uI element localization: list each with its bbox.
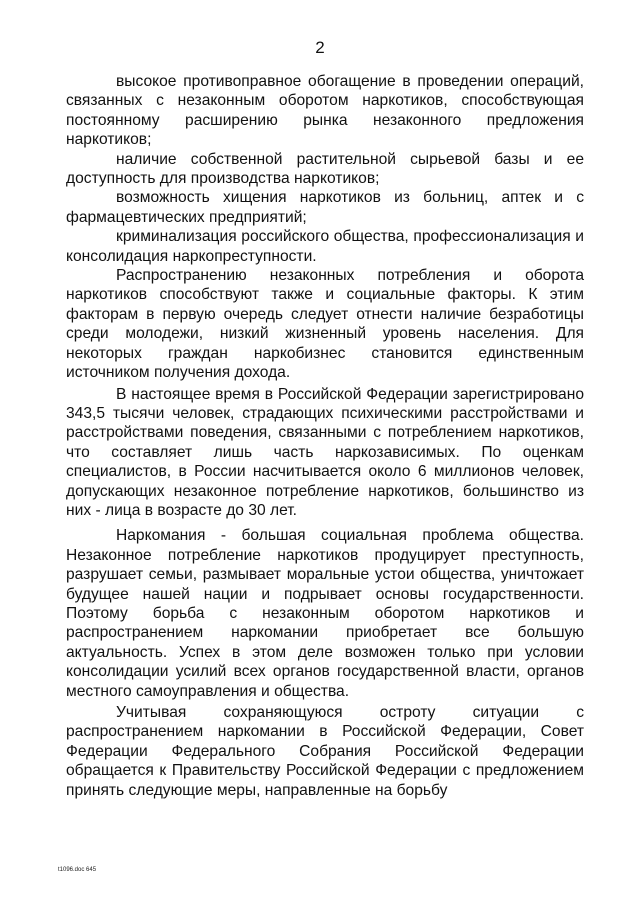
paragraph-federation-council-appeal: Учитывая сохраняющуюся остроту ситуации с распространением наркомании в Российской Федерации, Совет Федерации Федерального Собрания Российской Федерации обращается к Правительству Российской Федерации с предложением принять следующие меры, направленные на борьбу bbox=[66, 704, 584, 799]
document-file-reference: t1096.doc 645 bbox=[58, 867, 97, 873]
paragraph-registered-statistics: В настоящее время в Российской Федерации зарегистрировано 343,5 тысячи человек, страдающих психическими расстройствами и расстройствами поведения, связанными с потреблением наркотиков, что составляет лишь часть наркозависимых. По оценкам специалистов, в России насчитывается около 6 миллионов человек, допускающих незаконное потребление наркотиков, большинство из них - лица в возрасте до 30 лет. bbox=[66, 385, 584, 519]
paragraph-criminalization: криминализация российского общества, профессионализация и консолидация наркопреступности. bbox=[66, 228, 584, 265]
paragraph-raw-material-base: наличие собственной растительной сырьевой базы и ее доступность для производства наркотиков; bbox=[66, 150, 584, 188]
paragraph-drug-addiction-problem: Наркомания - большая социальная проблема общества. Незаконное потребление наркотиков продуцирует преступность, разрушает семьи, размывает моральные устои общества, уничтожает будущее нашей нации и подрывает основы государственности. Поэтому борьба с незаконным оборотом наркотиков и распространением наркомании приобретает все большую актуальность. Успех в этом деле возможен только при условии консолидации усилий всех органов государственной власти, органов местного самоуправления и общества. bbox=[66, 527, 584, 700]
paragraph-theft-possibility: возможность хищения наркотиков из больниц, аптек и с фармацевтических предприятий; bbox=[66, 189, 584, 226]
document-body bbox=[66, 72, 584, 800]
paragraph-social-factors: Распространению незаконных потребления и оборота наркотиков способствуют также и социальные факторы. К этим факторам в первую очередь следует отнести наличие безработицы среди молодежи, низкий жизненный уровень населения. Для некоторых граждан наркобизнес становится единственным источником получения дохода. bbox=[66, 267, 584, 382]
page-number: 2 bbox=[315, 38, 325, 57]
paragraph-illegal-enrichment: высокое противоправное обогащение в проведении операций, связанных с незаконным оборотом наркотиков, способствующая постоянному расширению рынка незаконного предложения наркотиков; bbox=[66, 73, 584, 149]
